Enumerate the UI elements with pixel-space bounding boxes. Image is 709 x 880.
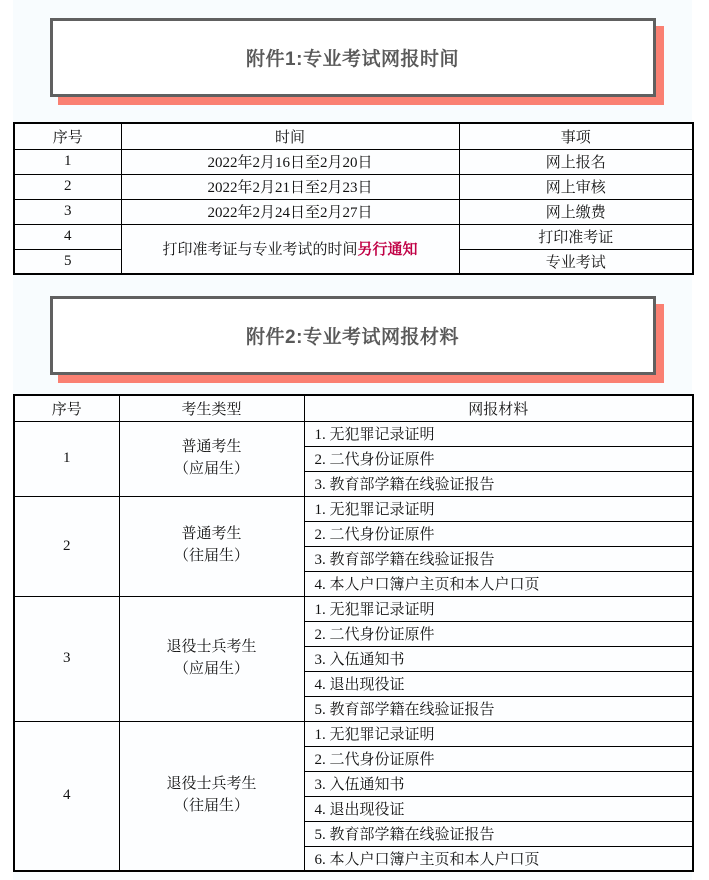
material-cell: 4. 本人户口簿户主页和本人户口页 [304,571,693,596]
material-cell: 1. 无犯罪记录证明 [304,496,693,521]
table-row [14,199,693,224]
material-cell: 4. 退出现役证 [304,796,693,821]
column-header-no: 序号 [14,395,119,421]
candidate-type-cell [119,721,304,871]
content-panel [13,0,692,880]
column-header-no: 序号 [14,123,121,149]
candidate-type-qualifier: （往届生） [173,797,249,814]
material-cell: 2. 二代身份证原件 [304,746,693,771]
row-number-cell: 2 [14,496,119,596]
material-cell: 6. 本人户口簿户主页和本人户口页 [304,846,693,871]
material-cell: 3. 入伍通知书 [304,771,693,796]
candidate-type-lines [124,637,300,681]
table-row [14,421,693,446]
attachment1-title-box [50,18,656,97]
material-cell: 5. 教育部学籍在线验证报告 [304,821,693,846]
candidate-type-qualifier: （应届生） [173,460,249,477]
candidate-type-lines [124,524,300,568]
item-cell: 网上报名 [459,149,693,174]
material-cell: 2. 二代身份证原件 [304,446,693,471]
candidate-type-qualifier: （应届生） [173,660,249,677]
material-cell: 4. 退出现役证 [304,671,693,696]
candidate-type-name: 退役士兵考生 [166,638,257,655]
candidate-type-name: 退役士兵考生 [166,776,257,792]
material-cell: 2. 二代身份证原件 [304,621,693,646]
column-header-item: 事项 [459,123,693,149]
material-cell: 3. 教育部学籍在线验证报告 [304,546,693,571]
table-header-row [14,395,693,421]
column-header-time: 时间 [121,123,459,149]
material-cell: 3. 教育部学籍在线验证报告 [304,471,693,496]
column-header-materials: 网报材料 [304,395,693,421]
table-row [14,149,693,174]
merged-time-text: 打印准考证与专业考试的时间 [162,242,358,259]
material-cell: 3. 入伍通知书 [304,646,693,671]
candidate-type-cell [119,596,304,721]
row-number-cell: 5 [14,249,121,274]
candidate-type-qualifier: （往届生） [173,548,249,564]
table-row [14,174,693,199]
column-header-candidate-type: 考生类型 [119,395,304,421]
attachment2-title-box [50,296,656,375]
merged-time-cell [121,224,459,274]
candidate-type-cell [119,496,304,596]
materials-table [13,394,694,872]
candidate-type-lines [124,774,300,818]
candidate-type-name: 普通考生 [181,526,242,543]
table-header-row [14,123,693,149]
material-cell: 1. 无犯罪记录证明 [304,421,693,446]
candidate-type-name: 普通考生 [181,438,242,455]
table-row [14,496,693,521]
time-cell: 2022年2月24日至2月27日 [121,199,459,224]
table-row [14,721,693,746]
table-row [14,596,693,621]
exam-schedule-table [13,122,694,275]
item-cell: 网上缴费 [459,199,693,224]
row-number-cell: 3 [14,596,119,721]
row-number-cell: 1 [14,149,121,174]
attachment2-title: 附件2:专业考试网报材料 [246,327,459,348]
material-cell: 1. 无犯罪记录证明 [304,721,693,746]
row-number-cell: 4 [14,224,121,249]
time-table-body [14,149,693,274]
row-number-cell: 2 [14,174,121,199]
time-cell: 2022年2月16日至2月20日 [121,149,459,174]
merged-time-highlight: 另行通知 [357,242,418,259]
candidate-type-cell [119,421,304,496]
material-cell: 5. 教育部学籍在线验证报告 [304,696,693,721]
row-number-cell: 1 [14,421,119,496]
material-cell: 1. 无犯罪记录证明 [304,596,693,621]
item-cell: 专业考试 [459,249,693,274]
material-cell: 2. 二代身份证原件 [304,521,693,546]
candidate-type-lines [124,437,300,481]
item-cell: 网上审核 [459,174,693,199]
row-number-cell: 3 [14,199,121,224]
row-number-cell: 4 [14,721,119,871]
time-cell: 2022年2月21日至2月23日 [121,174,459,199]
table-row [14,224,693,249]
item-cell: 打印准考证 [459,224,693,249]
attachment1-title: 附件1:专业考试网报时间 [246,49,459,70]
material-table-body [14,421,693,871]
